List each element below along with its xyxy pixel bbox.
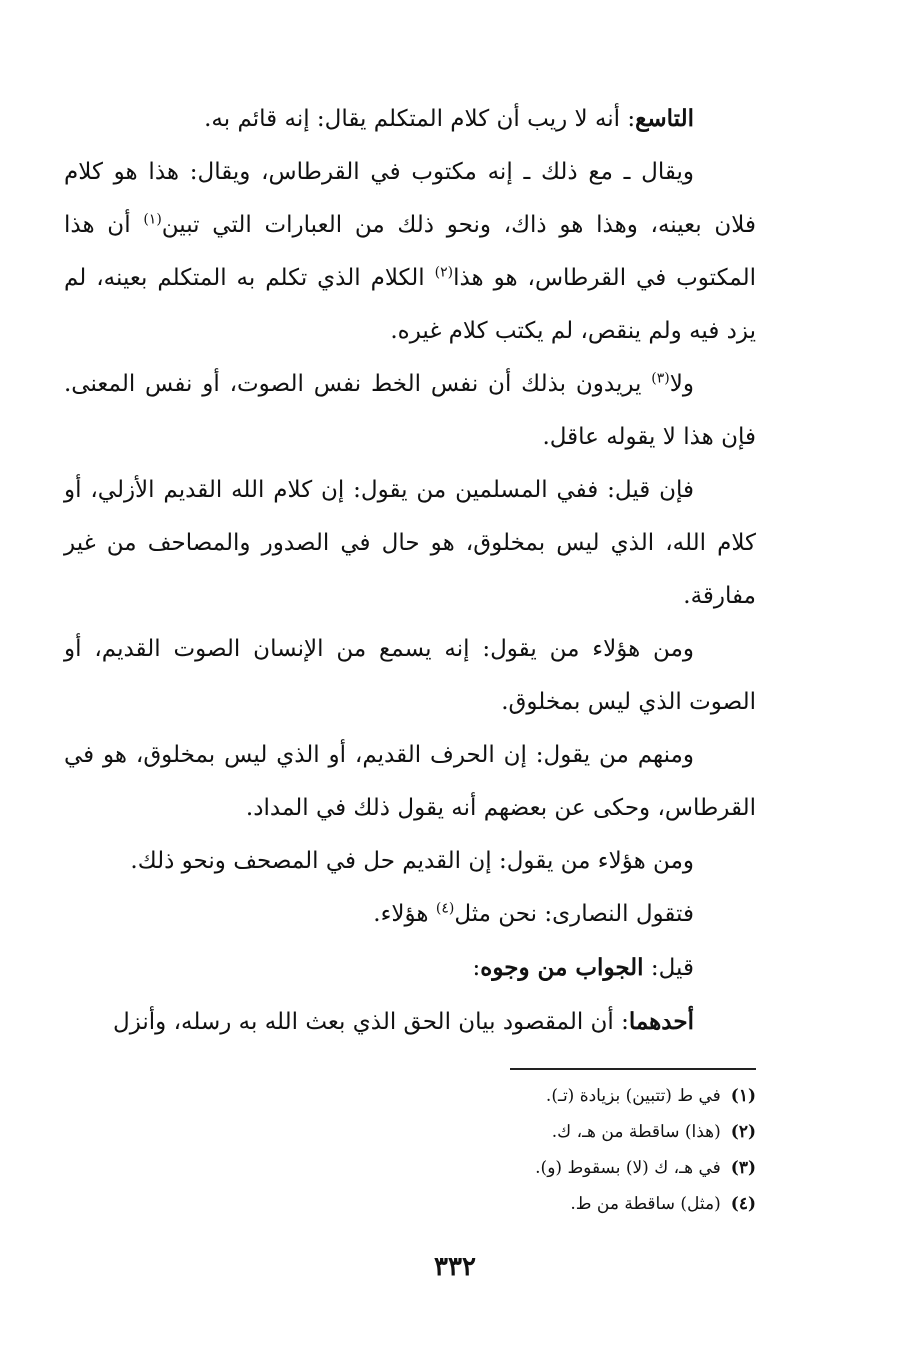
paragraph-10-lead: أحدهما: [628, 1008, 694, 1035]
footnote-2-number: (٢): [730, 1122, 756, 1142]
paragraph-9-text-b: :: [472, 955, 481, 981]
footnotes: [300, 1078, 756, 1222]
main-text: [64, 92, 756, 1049]
paragraph-7: ومن هؤلاء من يقول: إن القديم حل في المصحف ونحو ذلك.: [130, 848, 694, 874]
paragraph-6: ومنهم من يقول: إن الحرف القديم، أو الذي ليس بمخلوق، هو في القرطاس، وحكى عن بعضهم أنه يقول ذلك في المداد.: [64, 742, 756, 821]
footnote-4: [300, 1186, 756, 1222]
footnote-4-text: (مثل) ساقطة من ط.: [570, 1194, 721, 1214]
paragraph-8: [64, 888, 756, 941]
footnote-divider: [510, 1068, 756, 1070]
footnote-ref-3[interactable]: (٣): [651, 370, 670, 387]
paragraph-10-text: : أن المقصود بيان الحق الذي بعث الله به رسله، وأنزل: [112, 1009, 629, 1035]
footnote-ref-4[interactable]: (٤): [435, 900, 455, 917]
paragraph-2-text-c: الكلام الذي تكلم به المتكلم بعينه، لم يزد فيه ولم ينقص، لم يكتب كلام غيره.: [64, 265, 756, 344]
page-number: ٣٣٢: [434, 1252, 476, 1282]
footnote-3-text: في هـ، ك (لا) بسقوط (و).: [535, 1158, 721, 1178]
paragraph-3: [64, 358, 756, 464]
paragraph-4: فإن قيل: ففي المسلمين من يقول: إن كلام الله القديم الأزلي، أو كلام الله، الذي ليس بمخلوق، هو حال في الصدور والمصاحف من غير مفارقة.: [64, 477, 756, 609]
paragraph-9: [64, 941, 756, 995]
footnote-4-number: (٤): [730, 1194, 756, 1214]
paragraph-9-lead: الجواب من وجوه: [480, 954, 644, 981]
paragraph-8-text-b: هؤلاء.: [373, 901, 436, 927]
paragraph-2-text-b: أن هذا المكتوب في القرطاس، هو هذا: [64, 212, 756, 291]
paragraph-1: [64, 92, 756, 146]
footnote-1-text: في ط (تتبين) بزيادة (تـ).: [545, 1086, 721, 1106]
paragraph-2: [64, 146, 756, 358]
footnote-1-number: (١): [730, 1086, 756, 1106]
footnote-3: [300, 1150, 756, 1186]
footnote-2: [300, 1114, 756, 1150]
paragraph-2-text-a: ويقال ـ مع ذلك ـ إنه مكتوب في القرطاس، ويقال: هذا هو كلام فلان بعينه، وهذا هو ذاك، ونحو ذلك من العبارات التي تبين: [64, 159, 756, 238]
footnote-2-text: (هذا) ساقطة من هـ، ك.: [551, 1122, 721, 1142]
paragraph-9-text-a: قيل:: [643, 955, 694, 981]
paragraph-5: ومن هؤلاء من يقول: إنه يسمع من الإنسان الصوت القديم، أو الصوت الذي ليس بمخلوق.: [64, 636, 756, 715]
footnote-1: [300, 1078, 756, 1114]
paragraph-3-text-a: ولا: [669, 371, 694, 397]
paragraph-3-text-b: يريدون بذلك أن نفس الخط نفس الصوت، أو نفس المعنى. فإن هذا لا يقوله عاقل.: [64, 371, 756, 450]
paragraph-1-text: : أنه لا ريب أن كلام المتكلم يقال: إنه قائم به.: [204, 106, 636, 132]
footnote-ref-1[interactable]: (١): [143, 211, 162, 228]
footnote-ref-2[interactable]: (٢): [434, 264, 454, 281]
paragraph-1-lead: التاسع: [635, 105, 694, 132]
footnote-3-number: (٣): [730, 1158, 756, 1178]
paragraph-8-text-a: فتقول النصارى: نحن مثل: [454, 901, 694, 927]
paragraph-10: [64, 995, 756, 1049]
